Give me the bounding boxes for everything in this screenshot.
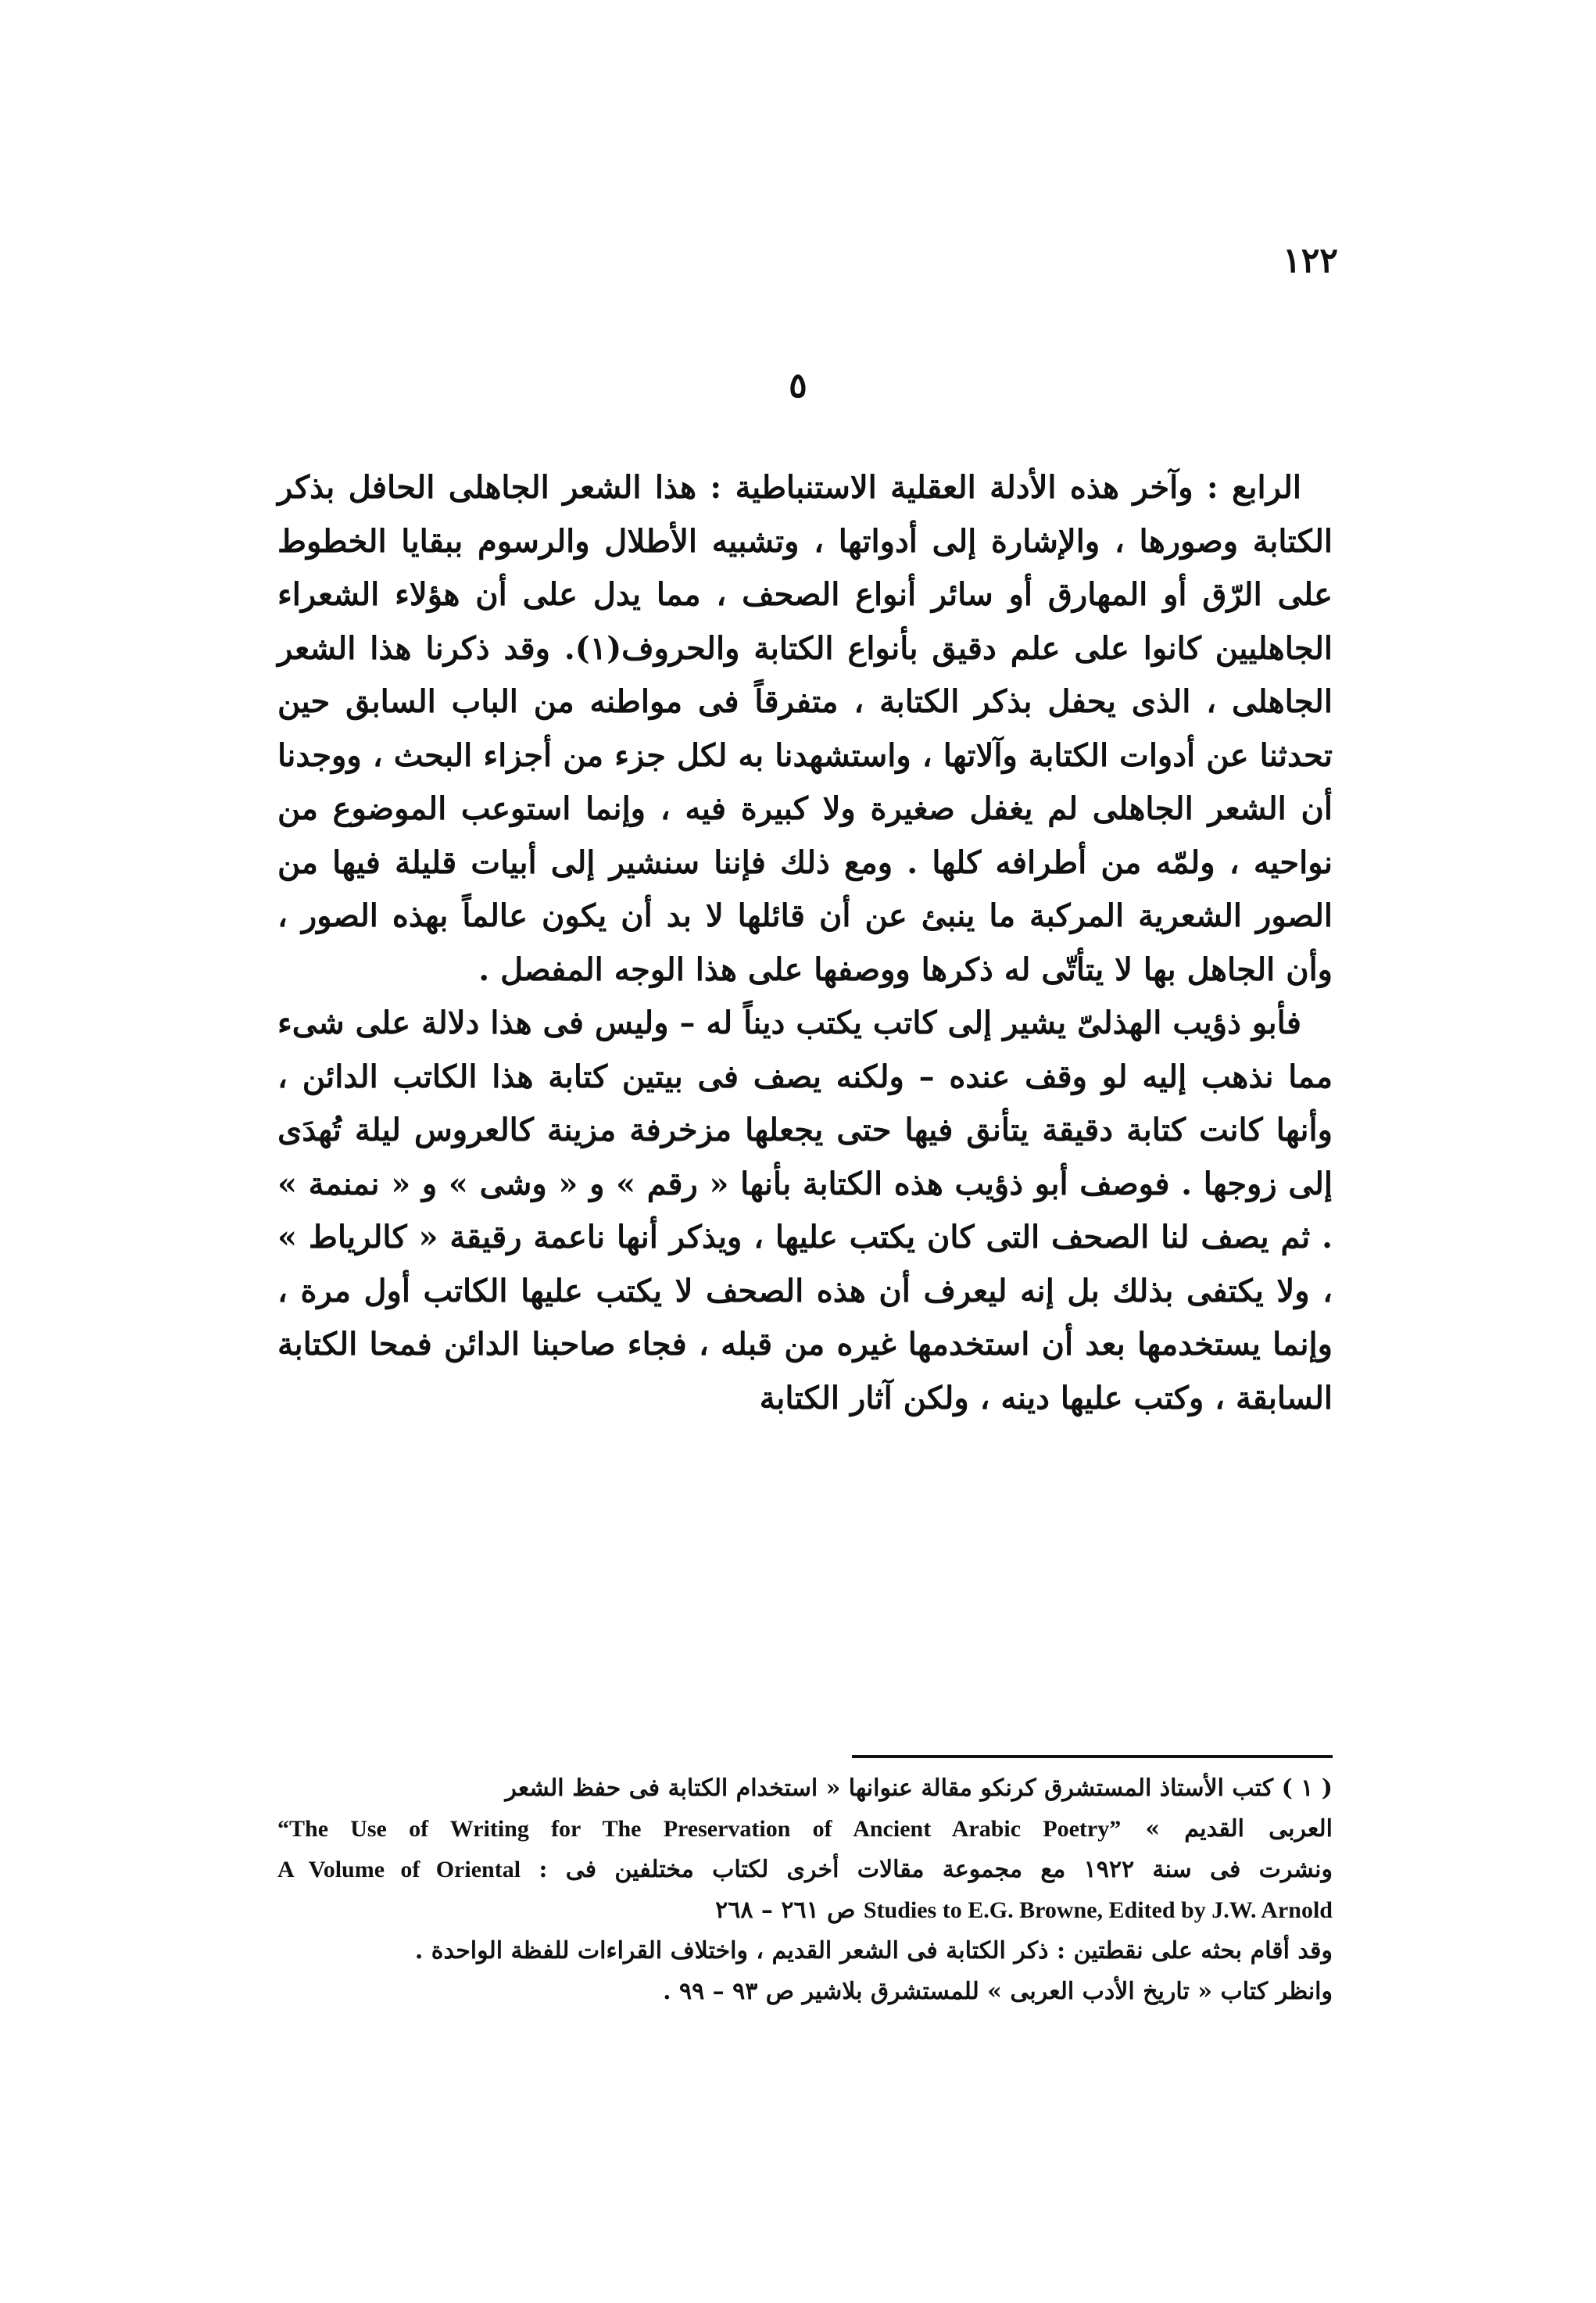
footnotes [277,1768,1333,2012]
page-number: ١٢٢ [1283,241,1338,281]
footnote-line-5: وقد أقام بحثه على نقطتين : ذكر الكتابة فى الشعر القديم ، واختلاف القراءات للفظة الواحدة . [414,1937,1333,1965]
paragraph-2: فأبو ذؤيب الهذلىّ يشير إلى كاتب يكتب ديناً له – وليس فى هذا دلالة على شىء مما نذهب إليه لو وقف عنده – ولكنه يصف فى بيتين كتابة هذا الكاتب الدائن ، وأنها كانت كتابة دقيقة يتأنق فيها حتى يجعلها مزخرفة مزينة كالعروس ليلة تُهدَى إلى زوجها . فوصف أبو ذؤيب هذه الكتابة بأنها « رقم » و « وشى » و « نمنمة » . ثم يصف لنا الصحف التى كان يكتب عليها ، ويذكر أنها ناعمة رقيقة « كالرياط » ، ولا يكتفى بذلك بل إنه ليعرف أن هذه الصحف لا يكتب عليها الكاتب أول مرة ، وإنما يستخدمها بعد أن استخدمها غيره من قبله ، فجاء صاحبنا الدائن فمحا الكتابة السابقة ، وكتب عليها دينه ، ولكن آثار الكتابة [277,1005,1333,1417]
footnote-line-6: وانظر كتاب « تاريخ الأدب العربى » للمستشرق بلاشير ص ٩٣ – ٩٩ . [663,1978,1333,2005]
footnote-line-4-arabic: ص ٢٦١ – ٢٦٨ [715,1896,856,1924]
footnote-divider [852,1755,1333,1758]
footnote-line-2-english: “The Use of Writing for The Preservation of Ancient Arabic Poetry” [277,1816,1122,1842]
section-number: ٥ [789,366,807,406]
footnote-line-3-english: A Volume of Oriental [277,1857,521,1882]
footnote-line-4 [277,1890,1333,1931]
footnote-line-2 [277,1809,1333,1850]
footnote-line-3-arabic: ونشرت فى سنة ١٩٢٢ مع مجموعة مقالات أخرى لكتاب مختلفين فى : [539,1856,1333,1883]
footnote-line-3 [277,1850,1333,1890]
footnote-line-2-arabic: العربى القديم » [1145,1815,1333,1843]
footnote-line-4-english: Studies to E.G. Browne, Edited by J.W. Arnold [863,1897,1333,1923]
paragraph-1: الرابع : وآخر هذه الأدلة العقلية الاستنباطية : هذا الشعر الجاهلى الحافل بذكر الكتابة وصورها ، والإشارة إلى أدواتها ، وتشبيه الأطلال والرسوم ببقايا الخطوط على الرّق أو المهارق أو سائر أنواع الصحف ، مما يدل على أن هؤلاء الشعراء الجاهليين كانوا على علم دقيق بأنواع الكتابة والحروف(١). وقد ذكرنا هذا الشعر الجاهلى ، الذى يحفل بذكر الكتابة ، متفرقاً فى مواطنه من الباب السابق حين تحدثنا عن أدوات الكتابة وآلاتها ، واستشهدنا به لكل جزء من أجزاء البحث ، ووجدنا أن الشعر الجاهلى لم يغفل صغيرة ولا كبيرة فيه ، وإنما استوعب الموضوع من نواحيه ، ولمّه من أطرافه كلها . ومع ذلك فإننا سنشير إلى أبيات قليلة فيها من الصور الشعرية المركبة ما ينبئ عن أن قائلها لا بد أن يكون عالماً بهذه الصور ، وأن الجاهل بها لا يتأتّى له ذكرها ووصفها على هذا الوجه المفصل . [277,469,1333,988]
footnote-line-1: ( ١ ) كتب الأستاذ المستشرق كرنكو مقالة عنوانها « استخدام الكتابة فى حفظ الشعر [505,1775,1333,1802]
main-text [277,461,1333,1425]
